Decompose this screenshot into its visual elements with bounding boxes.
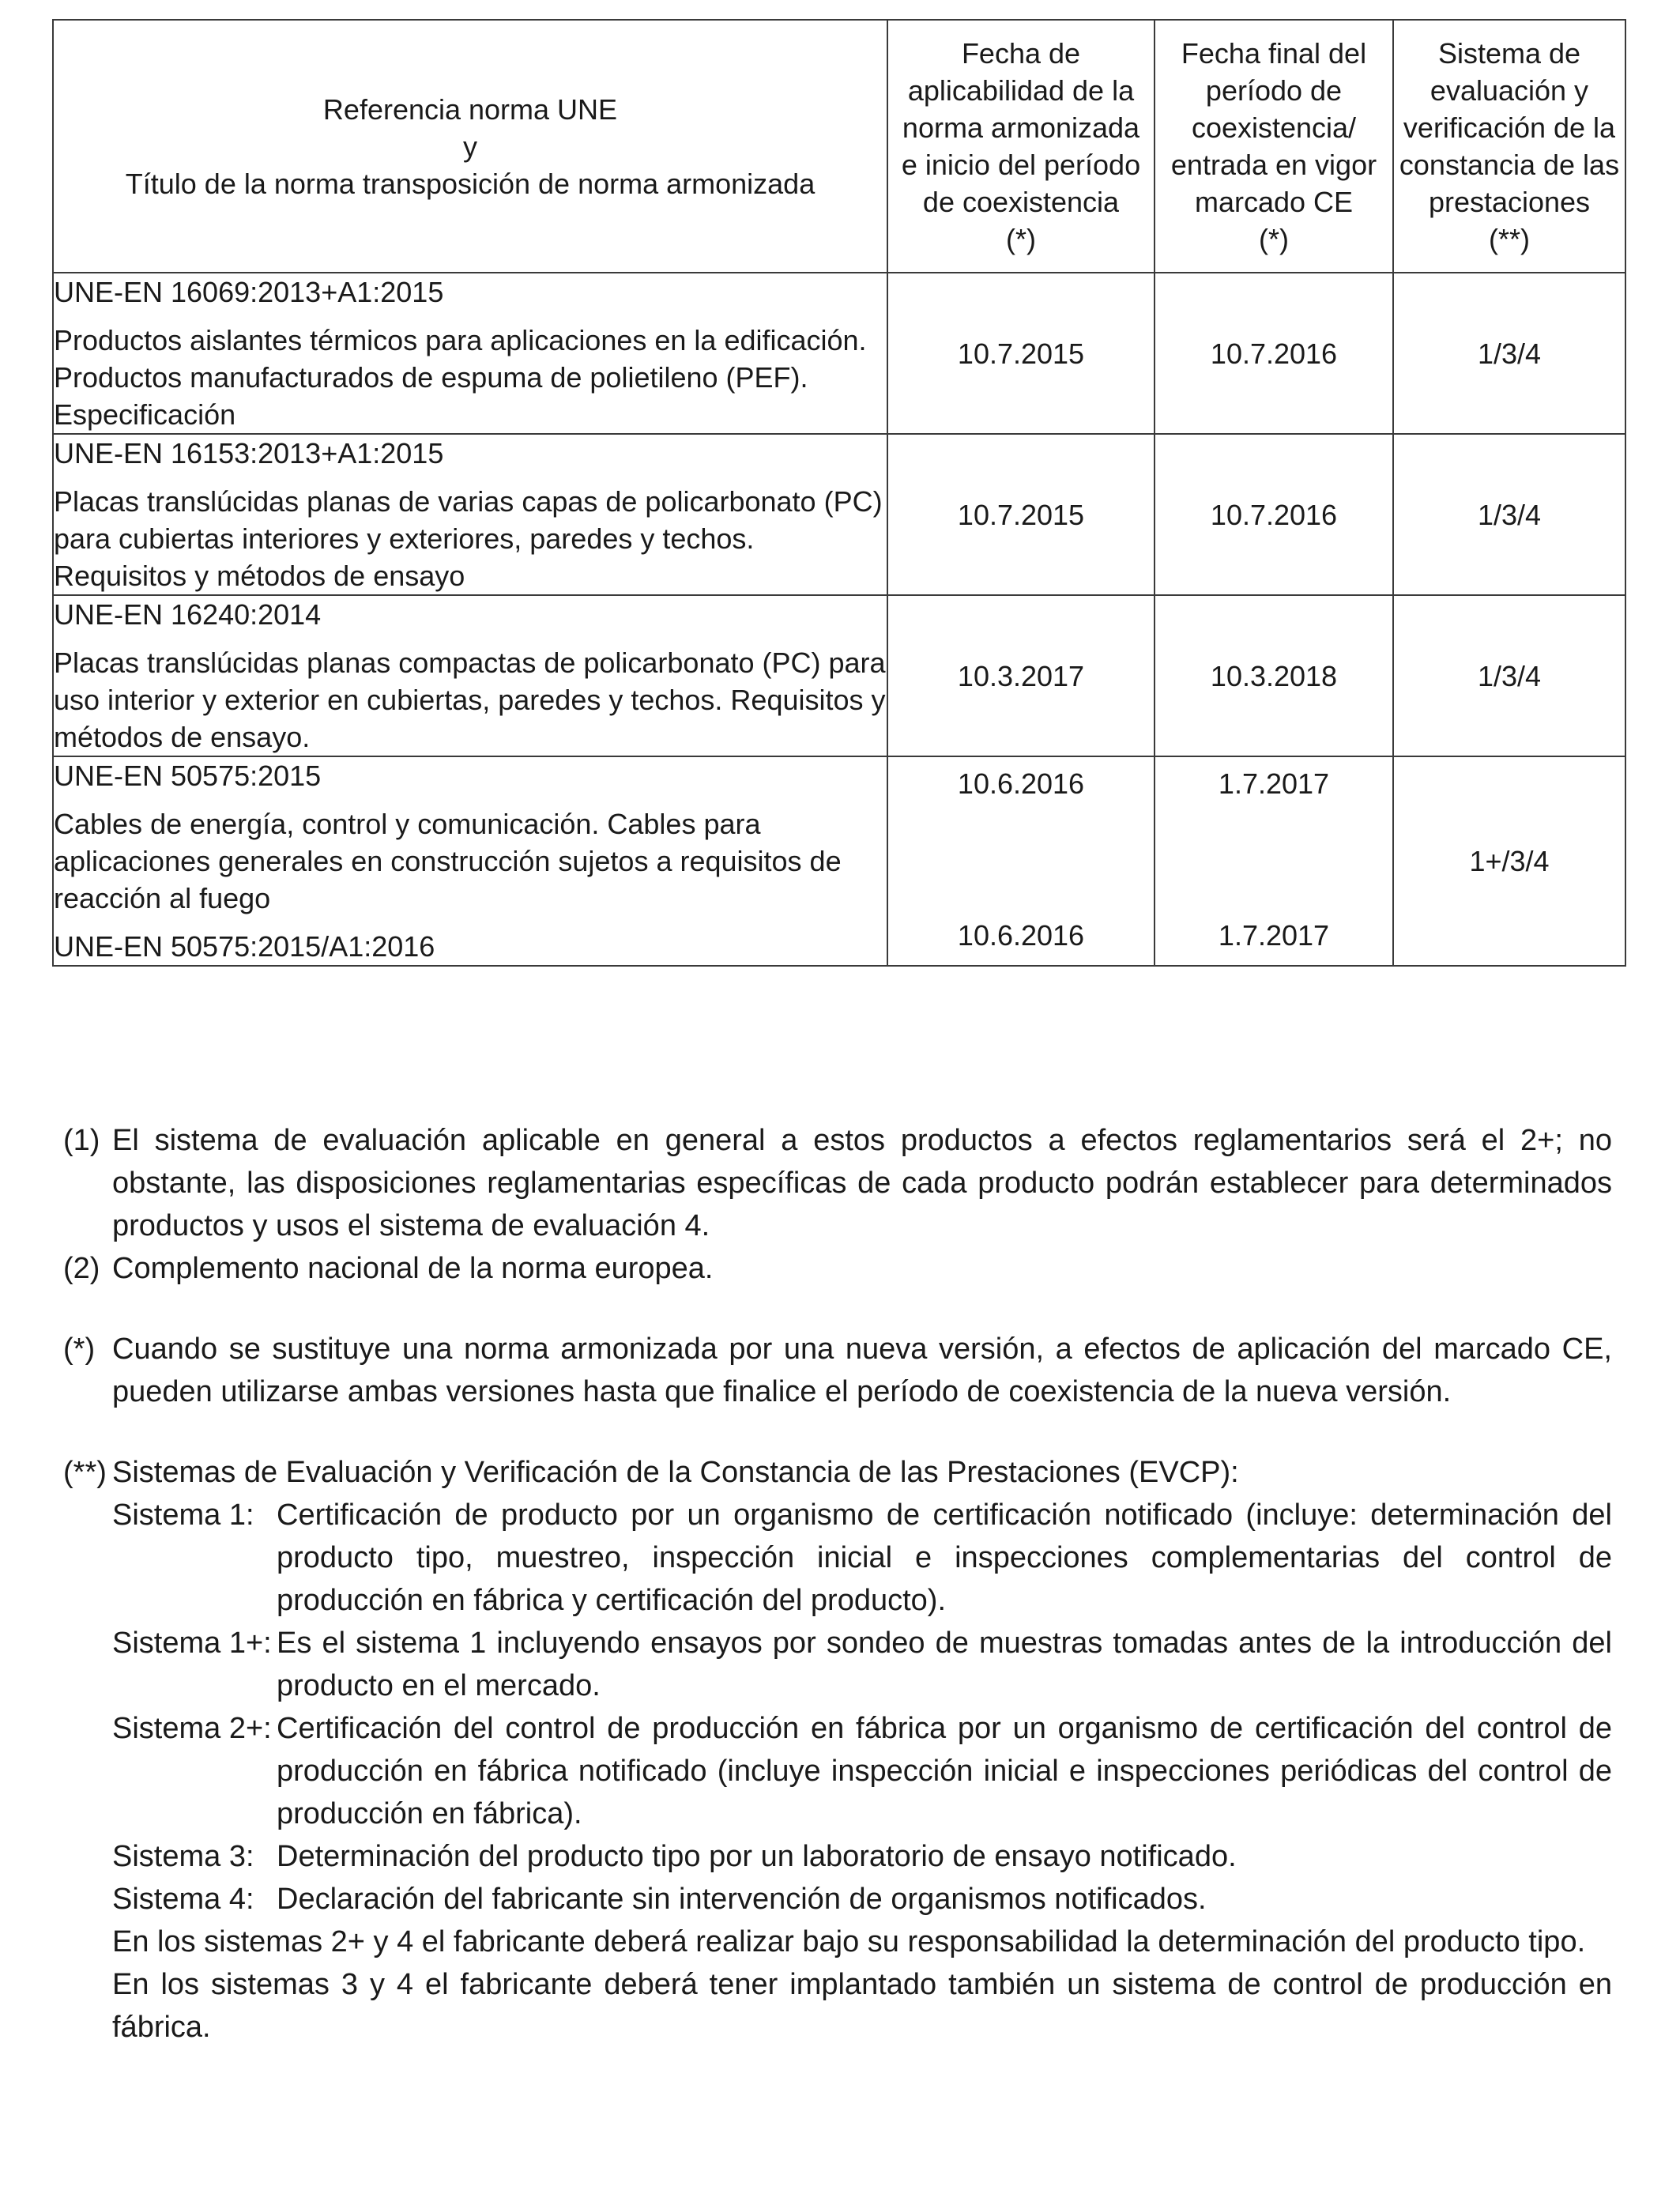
header-reference [53,20,887,273]
system-entry [112,1494,1612,1622]
applicability-date: 10.7.2015 [887,434,1155,595]
footnote-label: (1) [63,1124,100,1157]
header-line: constancia de las [1399,149,1620,181]
footnote-asterisk [63,1328,1612,1413]
header-line: aplicabilidad de la [907,74,1135,107]
table-row [53,434,1625,595]
header-coexistence-end-date [1155,20,1393,273]
standard-code: UNE-EN 16240:2014 [54,598,322,631]
header-line: coexistencia/ [1191,111,1357,144]
header-evcp-system [1393,20,1625,273]
footnote-text: Cuando se sustituye una norma armonizada por una nueva versión, a efectos de aplicación del marcado CE, pueden utilizarse ambas versiones hasta que finalice el período de coexistencia de la nueva versión. [112,1333,1612,1408]
footnote-text: Sistemas de Evaluación y Verificación de la Constancia de las Prestaciones (EVCP): [112,1456,1239,1489]
table-row [53,756,1625,966]
coexistence-end-date: 10.7.2016 [1155,273,1393,434]
standard-reference-cell [53,434,887,595]
footnote-2 [63,1247,1612,1290]
header-line: norma armonizada [902,111,1140,144]
amendment-applicability-date: 10.6.2016 [957,919,1085,952]
system-description: Certificación de producto por un organismo de certificación notificado (incluye: determinación del producto tipo, muestreo, inspección inicial e inspecciones complementarias del control de producción en fábrica y certificación del producto). [277,1498,1612,1617]
standard-reference-cell [53,273,887,434]
footnote-text: El sistema de evaluación aplicable en general a estos productos a efectos reglamentarios será el 2+; no obstante, las disposiciones reglamentarias específicas de cada producto podrán establecer para determinados productos y usos el sistema de evaluación 4. [112,1124,1612,1242]
standard-title: Placas translúcidas planas de varias capas de policarbonato (PC) para cubiertas interiores y exteriores, paredes y techos. Requisitos y métodos de ensayo [54,485,883,592]
system-description: Certificación del control de producción en fábrica por un organismo de certificación del control de producción en fábrica notificado (incluye inspección inicial e inspecciones periódicas del control de producción en fábrica). [277,1712,1612,1830]
coexistence-end-date: 1.7.2017 [1218,767,1330,800]
table-header-row [53,20,1625,273]
applicability-date: 10.6.2016 [957,767,1085,800]
footnote-1 [63,1119,1612,1247]
system-label: Sistema 2+: [112,1712,272,1745]
system-entry [112,1878,1612,1921]
header-line: (*) [1259,223,1289,255]
applicability-date: 10.3.2017 [887,595,1155,756]
standard-title: Cables de energía, control y comunicación. Cables para aplicaciones generales en construcción sujetos a requisitos de reacción al fuego [54,808,842,914]
system-description: Declaración del fabricante sin intervención de organismos notificados. [277,1883,1207,1916]
header-line: verificación de la [1403,111,1616,144]
footnotes-numbered [63,1119,1612,1290]
header-applicability-date [887,20,1155,273]
footnote-double-asterisk [63,1451,1612,2049]
amendment-code: UNE-EN 50575:2015/A1:2016 [54,930,435,963]
coexistence-end-date: 10.3.2018 [1155,595,1393,756]
standard-code: UNE-EN 16069:2013+A1:2015 [54,276,444,308]
system-label: Sistema 3: [112,1840,254,1873]
system-entry [112,1707,1612,1835]
table-row [53,595,1625,756]
standard-code: UNE-EN 16153:2013+A1:2015 [54,437,444,469]
footnote-star [63,1328,1612,1413]
header-line: (**) [1489,223,1530,255]
footnote-label: (*) [63,1333,96,1366]
system-label: Sistema 1: [112,1498,254,1532]
system-description: Es el sistema 1 incluyendo ensayos por sondeo de muestras tomadas antes de la introducción del producto en el mercado. [277,1627,1612,1702]
table-row [53,273,1625,434]
evcp-system: 1+/3/4 [1393,756,1625,966]
header-line: Referencia norma UNE [322,92,618,126]
header-line: Fecha final del [1181,37,1367,70]
header-line: período de [1205,74,1343,107]
standard-reference-cell [53,756,887,966]
evcp-systems-list [112,1494,1612,2049]
coexistence-end-date: 10.7.2016 [1155,434,1393,595]
evcp-system: 1/3/4 [1393,595,1625,756]
footnote-text: Complemento nacional de la norma europea. [112,1252,714,1285]
system-entry [112,1835,1612,1878]
header-line: e inicio del período [901,149,1141,181]
evcp-system: 1/3/4 [1393,273,1625,434]
header-line: prestaciones [1428,186,1591,218]
standard-reference-cell [53,595,887,756]
closing-paragraph: En los sistemas 3 y 4 el fabricante deberá tener implantado también un sistema de control de producción en fábrica. [112,1968,1612,2044]
standard-title: Placas translúcidas planas compactas de policarbonato (PC) para uso interior y exterior en cubiertas, paredes y techos. Requisitos y métodos de ensayo. [54,647,886,753]
applicability-date: 10.7.2015 [887,273,1155,434]
header-line: Título de la norma transposición de norma armonizada [125,167,816,200]
system-label: Sistema 1+: [112,1627,272,1660]
header-line: de coexistencia [922,186,1120,218]
header-line: entrada en vigor [1170,149,1377,181]
standard-title: Productos aislantes térmicos para aplicaciones en la edificación. Productos manufacturados de espuma de polietileno (PEF). Especificación [54,324,867,431]
header-line: evaluación y [1430,74,1589,107]
footnote-label: (**) [63,1456,107,1489]
system-entry [112,1622,1612,1707]
footnote-dstar [63,1451,1612,1494]
coexistence-end-date-cell [1155,756,1393,966]
standard-code: UNE-EN 50575:2015 [54,760,322,792]
amendment-coexistence-end-date: 1.7.2017 [1218,919,1330,952]
evcp-system: 1/3/4 [1393,434,1625,595]
harmonized-standards-table [52,19,1626,967]
closing-paragraph: En los sistemas 2+ y 4 el fabricante deberá realizar bajo su responsabilidad la determinación del producto tipo. [112,1925,1586,1958]
footnote-label: (2) [63,1252,100,1285]
header-line: marcado CE [1194,186,1354,218]
header-line: y [463,130,477,163]
header-line: Fecha de [961,37,1081,70]
header-line: (*) [1006,223,1036,255]
system-label: Sistema 4: [112,1883,254,1916]
applicability-date-cell [887,756,1155,966]
header-line: Sistema de [1437,37,1581,70]
system-description: Determinación del producto tipo por un laboratorio de ensayo notificado. [277,1840,1237,1873]
